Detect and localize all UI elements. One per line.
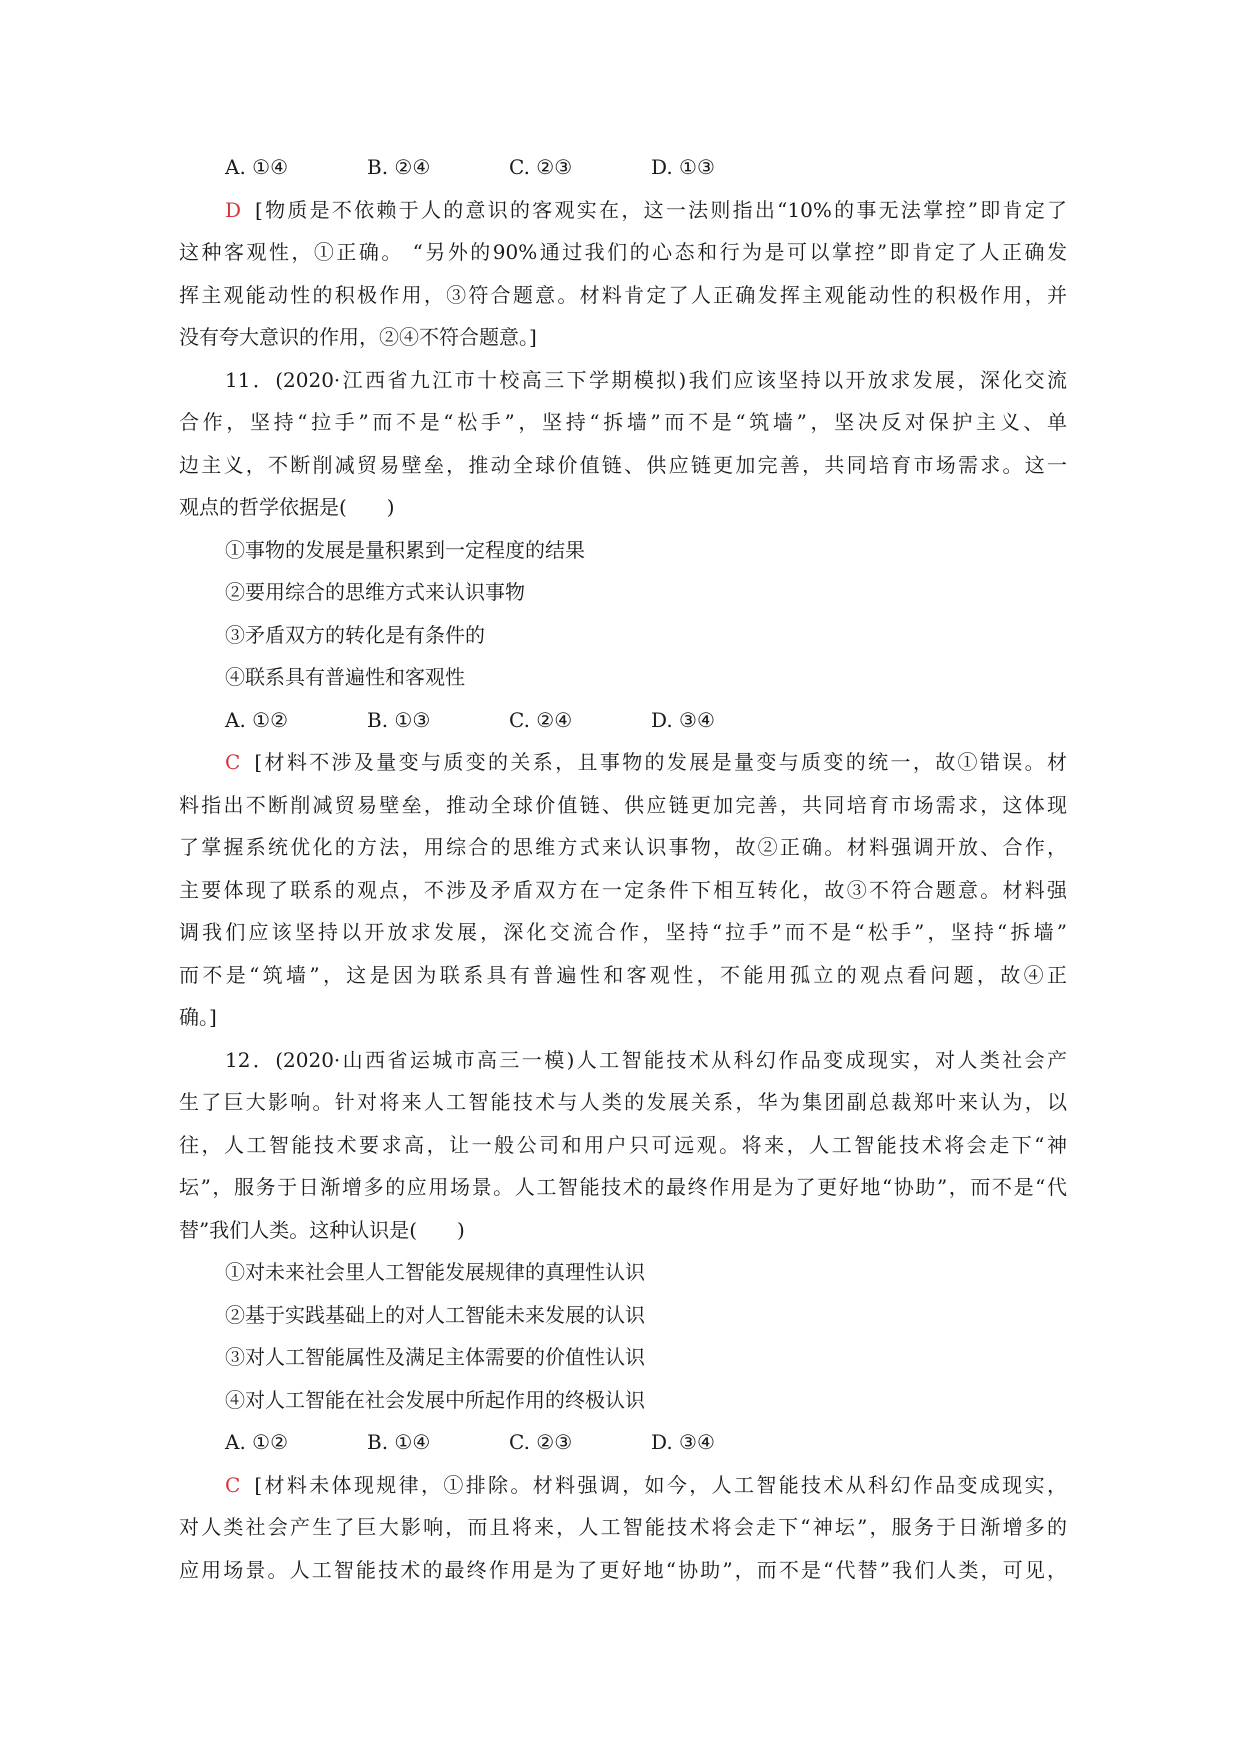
q12-item-2: ②基于实践基础上的对人工智能未来发展的认识 — [225, 1302, 645, 1327]
q11-stem-line-2: 合作，坚持“拉手”而不是“松手”，坚持“拆墙”而不是“筑墙”，坚决反对保护主义、单 — [179, 410, 1067, 434]
q12-option-c: C. ②③ — [509, 1430, 573, 1454]
q11-item-2: ②要用综合的思维方式来认识事物 — [225, 580, 525, 604]
q12-item-4: ④对人工智能在社会发展中所起作用的终极认识 — [225, 1387, 645, 1412]
q12-option-b: B. ①④ — [367, 1430, 431, 1454]
q11-option-a: A. ①② — [225, 707, 289, 732]
q12-option-a: A. ①② — [225, 1430, 289, 1454]
q11-answer-line-2: 料指出不断削减贸易壁垒，推动全球价值链、供应链更加完善，共同培育市场需求，这体现 — [179, 792, 1067, 817]
q11-answer-letter: C — [225, 750, 241, 774]
q10-option-c: C. ②③ — [509, 155, 573, 179]
q12-stem-line-4: 坛”，服务于日渐增多的应用场景。人工智能技术的最终作用是为了更好地“协助”，而不是“代 — [179, 1175, 1067, 1199]
q12-item-1: ①对未来社会里人工智能发展规律的真理性认识 — [225, 1260, 645, 1284]
q11-item-4: ④联系具有普遍性和客观性 — [225, 665, 465, 689]
q11-answer-text-1: [材料不涉及量变与质变的关系，且事物的发展是量变与质变的统一，故①错误。材 — [254, 750, 1067, 774]
q11-answer-line-7: 确。] — [179, 1005, 217, 1029]
q11-stem-line-4: 观点的哲学依据是( ) — [179, 495, 395, 519]
q11-option-b: B. ①③ — [367, 707, 431, 732]
q11-options — [179, 699, 1067, 742]
q10-answer-text-1: [物质是不依赖于人的意识的客观实在，这一法则指出“10%的事无法掌控”即肯定了 — [255, 197, 1067, 222]
q10-answer-line-2: 这种客观性，①正确。 “另外的90%通过我们的心态和行为是可以掌控”即肯定了人正确发 — [179, 240, 1067, 264]
q12-item-3: ③对人工智能属性及满足主体需要的价值性认识 — [225, 1345, 645, 1369]
q11-option-c: C. ②④ — [509, 707, 573, 732]
q12-options — [179, 1421, 1067, 1464]
q12-answer-line-3: 应用场景。人工智能技术的最终作用是为了更好地“协助”，而不是“代替”我们人类，可见， — [179, 1557, 1067, 1582]
q11-answer-line-6: 而不是“筑墙”，这是因为联系具有普遍性和客观性，不能用孤立的观点看问题，故④正 — [179, 962, 1067, 987]
q12-answer-letter: C — [225, 1472, 241, 1497]
q10-option-d: D. ①③ — [651, 155, 715, 179]
q12-stem-line-3: 往，人工智能技术要求高，让一般公司和用户只可远观。将来，人工智能技术将会走下“神 — [179, 1132, 1067, 1157]
q11-item-1: ①事物的发展是量积累到一定程度的结果 — [225, 537, 585, 562]
q12-answer-line-1 — [179, 1464, 1067, 1507]
q10-options — [179, 146, 1067, 189]
q11-stem-line-1: 11．(2020·江西省九江市十校高三下学期模拟)我们应该坚持以开放求发展，深化交流 — [225, 367, 1067, 392]
q12-stem-line-5: 替”我们人类。这种认识是( ) — [179, 1217, 465, 1242]
q11-answer-line-5: 调我们应该坚持以开放求发展，深化交流合作，坚持“拉手”而不是“松手”，坚持“拆墙” — [179, 920, 1067, 944]
page-content — [179, 146, 1067, 1591]
q12-stem-line-2: 生了巨大影响。针对将来人工智能技术与人类的发展关系，华为集团副总裁郑叶来认为，以 — [179, 1090, 1067, 1114]
q12-answer-text-1: [材料未体现规律，①排除。材料强调，如今，人工智能技术从科幻作品变成现实， — [254, 1472, 1067, 1497]
q11-answer-line-4: 主要体现了联系的观点，不涉及矛盾双方在一定条件下相互转化，故③不符合题意。材料强 — [179, 877, 1067, 902]
q12-stem-line-1: 12．(2020·山西省运城市高三一模)人工智能技术从科幻作品变成现实，对人类社会产 — [225, 1047, 1067, 1072]
q10-answer-line-4: 没有夸大意识的作用，②④不符合题意。] — [179, 325, 537, 349]
q11-answer-line-3: 了掌握系统优化的方法，用综合的思维方式来认识事物，故②正确。材料强调开放、合作， — [179, 835, 1067, 859]
q10-option-a: A. ①④ — [225, 155, 289, 179]
q12-option-d: D. ③④ — [651, 1430, 715, 1454]
q11-item-3: ③矛盾双方的转化是有条件的 — [225, 622, 485, 647]
q10-answer-letter: D — [225, 197, 242, 222]
q10-option-b: B. ②④ — [367, 155, 431, 179]
q11-answer-line-1 — [179, 741, 1067, 784]
q10-answer-line-3: 挥主观能动性的积极作用，③符合题意。材料肯定了人正确发挥主观能动性的积极作用，并 — [179, 282, 1067, 307]
q12-answer-line-2: 对人类社会产生了巨大影响，而且将来，人工智能技术将会走下“神坛”，服务于日渐增多的 — [179, 1515, 1067, 1539]
q11-stem-line-3: 边主义，不断削减贸易壁垒，推动全球价值链、供应链更加完善，共同培育市场需求。这一 — [179, 452, 1067, 477]
q11-option-d: D. ③④ — [651, 707, 715, 732]
q10-answer-line-1 — [179, 189, 1067, 232]
